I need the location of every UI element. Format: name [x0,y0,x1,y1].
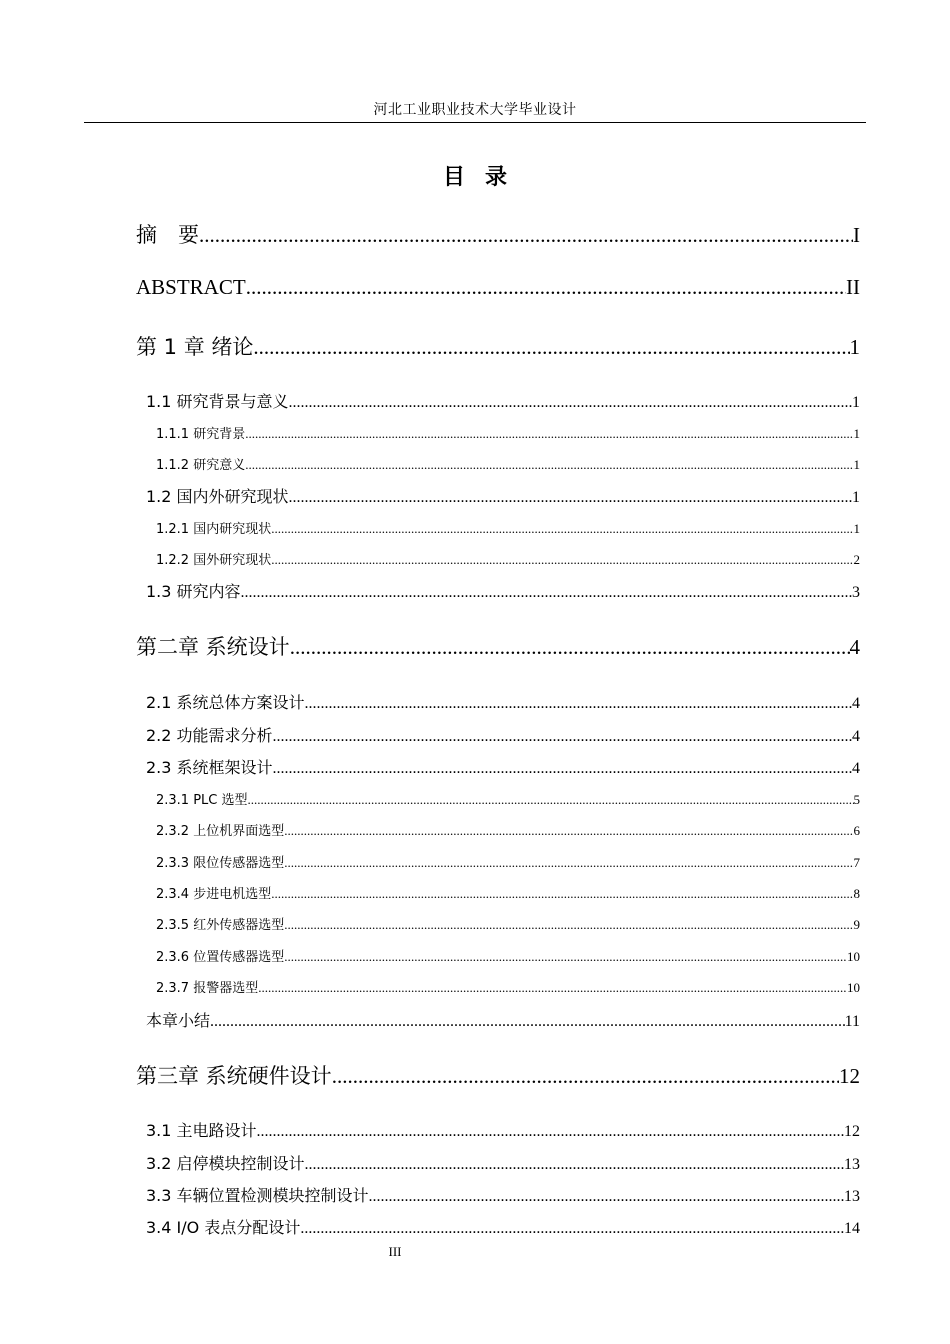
toc-entry-page: 9 [853,917,860,932]
toc-leader-dots [246,275,846,300]
toc-leader-dots [241,584,852,602]
toc-entry-page: 7 [853,855,860,870]
toc-entry-label: 3.1 主电路设计 [146,1121,257,1140]
toc-entry-page: 1 [853,426,860,441]
toc-entry[interactable] [156,946,860,965]
toc-entry-page: 1 [853,457,860,472]
toc-entry-page: 12 [839,1064,860,1088]
toc-entry-page: 1 [849,335,860,359]
toc-entry[interactable] [136,219,860,249]
toc-leader-dots [271,552,853,568]
toc-entry-page: 5 [853,792,860,807]
toc-entry-page: II [846,275,860,299]
toc-leader-dots [369,1188,844,1206]
toc-entry-page: 3 [852,584,860,601]
toc-entry-label: 2.3 系统框架设计 [146,758,273,777]
toc-entry-page: 1 [852,394,860,411]
toc-entry[interactable] [156,549,860,568]
toc-entry-label: 本章小结 [146,1011,211,1030]
toc-entry-page: 12 [844,1123,860,1140]
toc-leader-dots [257,1123,844,1141]
toc-entry-label: 2.3.6 位置传感器选型 [156,950,285,965]
toc-leader-dots [300,1220,844,1238]
toc-leader-dots [245,426,853,442]
toc-leader-dots [199,223,853,248]
toc-entry-page: 8 [853,886,860,901]
toc-entry[interactable] [156,518,860,537]
toc-entry-page: 14 [844,1220,860,1237]
toc-entry-page: 1 [853,521,860,536]
toc-leader-dots [273,760,852,778]
toc-entry-page: 13 [844,1188,860,1205]
toc-entry-label: 2.3.3 限位传感器选型 [156,856,285,871]
toc-entry-page: 1 [852,489,860,506]
toc-leader-dots [305,695,852,713]
toc-entry[interactable] [146,579,860,602]
toc-entry-label: 第三章 系统硬件设计 [136,1064,332,1088]
toc-entry-page: 4 [852,728,860,745]
toc-leader-dots [289,489,852,507]
toc-entry[interactable] [136,1060,860,1090]
toc-entry-label: 1.2.2 国外研究现状 [156,553,272,568]
page-title: 目录 [442,165,527,190]
toc-entry[interactable] [146,1183,860,1206]
toc-entry[interactable] [146,1118,860,1141]
toc-entry-label: 3.3 车辆位置检测模块控制设计 [146,1186,369,1205]
toc-entry[interactable] [136,275,860,300]
toc-entry-label: 1.3 研究内容 [146,582,241,601]
toc-leader-dots [284,823,853,839]
toc-leader-dots [305,1156,844,1174]
toc-entry-label: 2.1 系统总体方案设计 [146,693,305,712]
toc-leader-dots [289,394,852,412]
toc-entry[interactable] [146,389,860,412]
toc-entry-label: 1.1.1 研究背景 [156,427,246,442]
toc-entry-page: 10 [847,949,860,964]
toc-entry[interactable] [146,1008,860,1031]
toc-leader-dots [253,335,849,360]
toc-entry-label: 1.2.1 国内研究现状 [156,522,272,537]
toc-leader-dots [284,917,853,933]
toc-leader-dots [258,980,847,996]
toc-entry-label: 摘 要 [136,223,199,247]
toc-entry[interactable] [146,723,860,746]
toc-entry-label: 1.1 研究背景与意义 [146,392,289,411]
toc-entry-page: 4 [849,635,860,659]
toc-entry-label: 第二章 系统设计 [136,635,290,659]
page-number: III [388,1244,402,1259]
toc-entry[interactable] [146,1215,860,1238]
toc-leader-dots [284,949,847,965]
toc-entry-label: 2.3.2 上位机界面选型 [156,824,285,839]
toc-entry[interactable] [146,755,860,778]
toc-entry-page: 13 [844,1156,860,1173]
toc-entry[interactable] [136,331,860,361]
toc-entry-label: ABSTRACT [136,275,246,299]
toc-leader-dots [284,855,853,871]
toc-entry-page: I [853,223,860,247]
toc-entry-page: 4 [852,760,860,777]
toc-leader-dots [271,886,853,902]
toc-leader-dots [290,635,850,660]
toc-entry-page: 10 [847,980,860,995]
toc-leader-dots [245,457,853,473]
toc-entry-label: 2.3.4 步进电机选型 [156,887,272,902]
toc-entry[interactable] [146,484,860,507]
toc-entry-page: 11 [844,1013,860,1030]
toc-entry-label: 2.3.1 PLC 选型 [156,793,248,808]
toc-entry-page: 4 [852,695,860,712]
toc-entry-label: 2.2 功能需求分析 [146,726,273,745]
toc-entry[interactable] [156,977,860,996]
toc-entry-label: 第 1 章 绪论 [136,335,254,359]
toc-entry[interactable] [156,852,860,871]
toc-entry-label: 2.3.7 报警器选型 [156,981,259,996]
toc-entry-page: 6 [853,823,860,838]
toc-entry[interactable] [156,789,860,808]
toc-leader-dots [210,1013,845,1031]
toc-entry-label: 1.2 国内外研究现状 [146,487,289,506]
toc-entry[interactable] [156,454,860,473]
toc-leader-dots [271,521,853,537]
toc-leader-dots [248,792,854,808]
toc-leader-dots [332,1064,839,1089]
toc-leader-dots [273,728,852,746]
toc-entry[interactable] [136,631,860,661]
toc-entry-label: 3.2 启停模块控制设计 [146,1154,305,1173]
toc-entry[interactable] [156,820,860,839]
toc-entry[interactable] [146,1151,860,1174]
toc-entry[interactable] [156,914,860,933]
toc-entry-label: 2.3.5 红外传感器选型 [156,918,285,933]
toc-entry[interactable] [146,690,860,713]
toc-entry-page: 2 [853,552,860,567]
toc-entry-label: 3.4 I/O 表点分配设计 [146,1218,301,1237]
toc-entry-label: 1.1.2 研究意义 [156,458,246,473]
toc-entry[interactable] [156,423,860,442]
page-header: 河北工业职业技术大学毕业设计 [84,101,866,123]
toc-entry[interactable] [156,883,860,902]
